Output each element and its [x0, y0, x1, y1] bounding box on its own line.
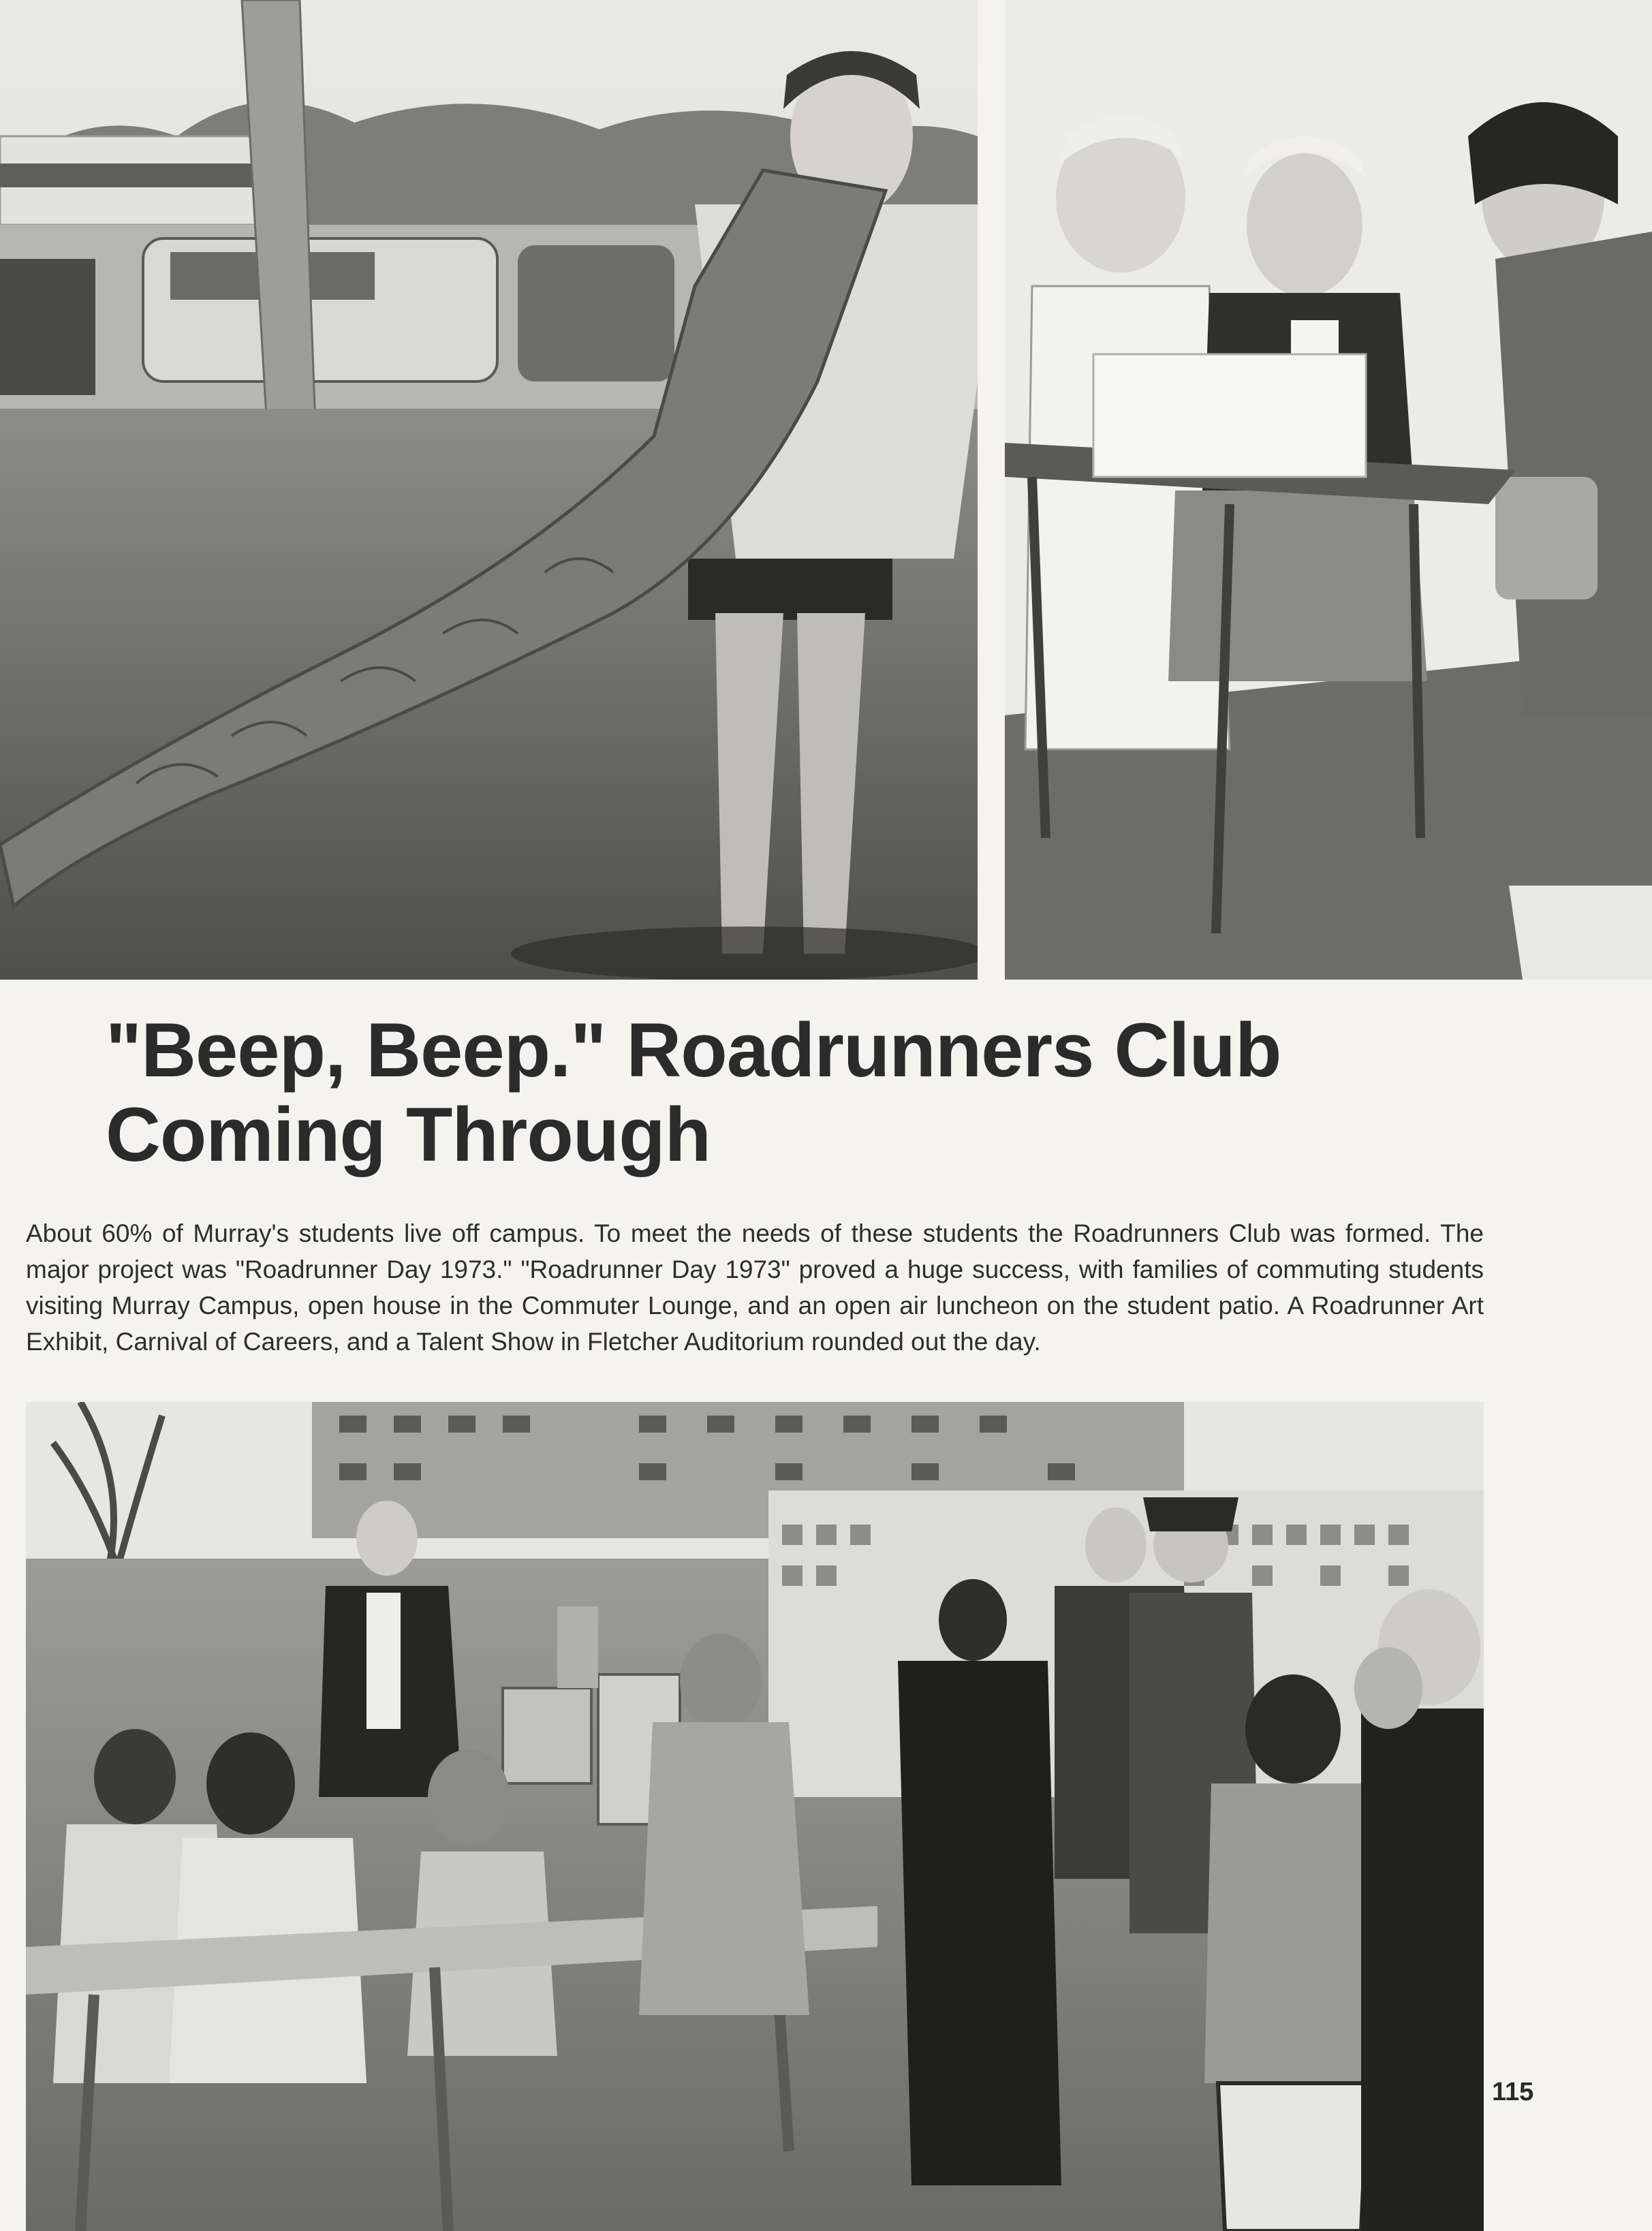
photo-open-air-luncheon	[26, 1402, 1484, 2231]
photo-registration-table	[1005, 0, 1652, 980]
headline-line-1: "Beep, Beep." Roadrunners Club	[106, 1008, 1281, 1093]
page-number: 115	[1492, 2078, 1534, 2106]
headline-line-2: Coming Through	[106, 1092, 711, 1177]
article-headline	[106, 1008, 1468, 1177]
photo-student-with-roadrunner-cutout	[0, 0, 978, 980]
article-body: About 60% of Murray's students live off campus. To meet the needs of these students the Roadrunners Club was formed. The major project was "Roadrunner Day 1973." "Roadrunner Day 1973" proved a huge success, with families of commuting students visiting Murray Campus, open house in the Commuter Lounge, and an open air luncheon on the student patio. A Roadrunner Art Exhibit, Carnival of Careers, and a Talent Show in Fletcher Auditorium rounded out the day.	[26, 1219, 1484, 1356]
